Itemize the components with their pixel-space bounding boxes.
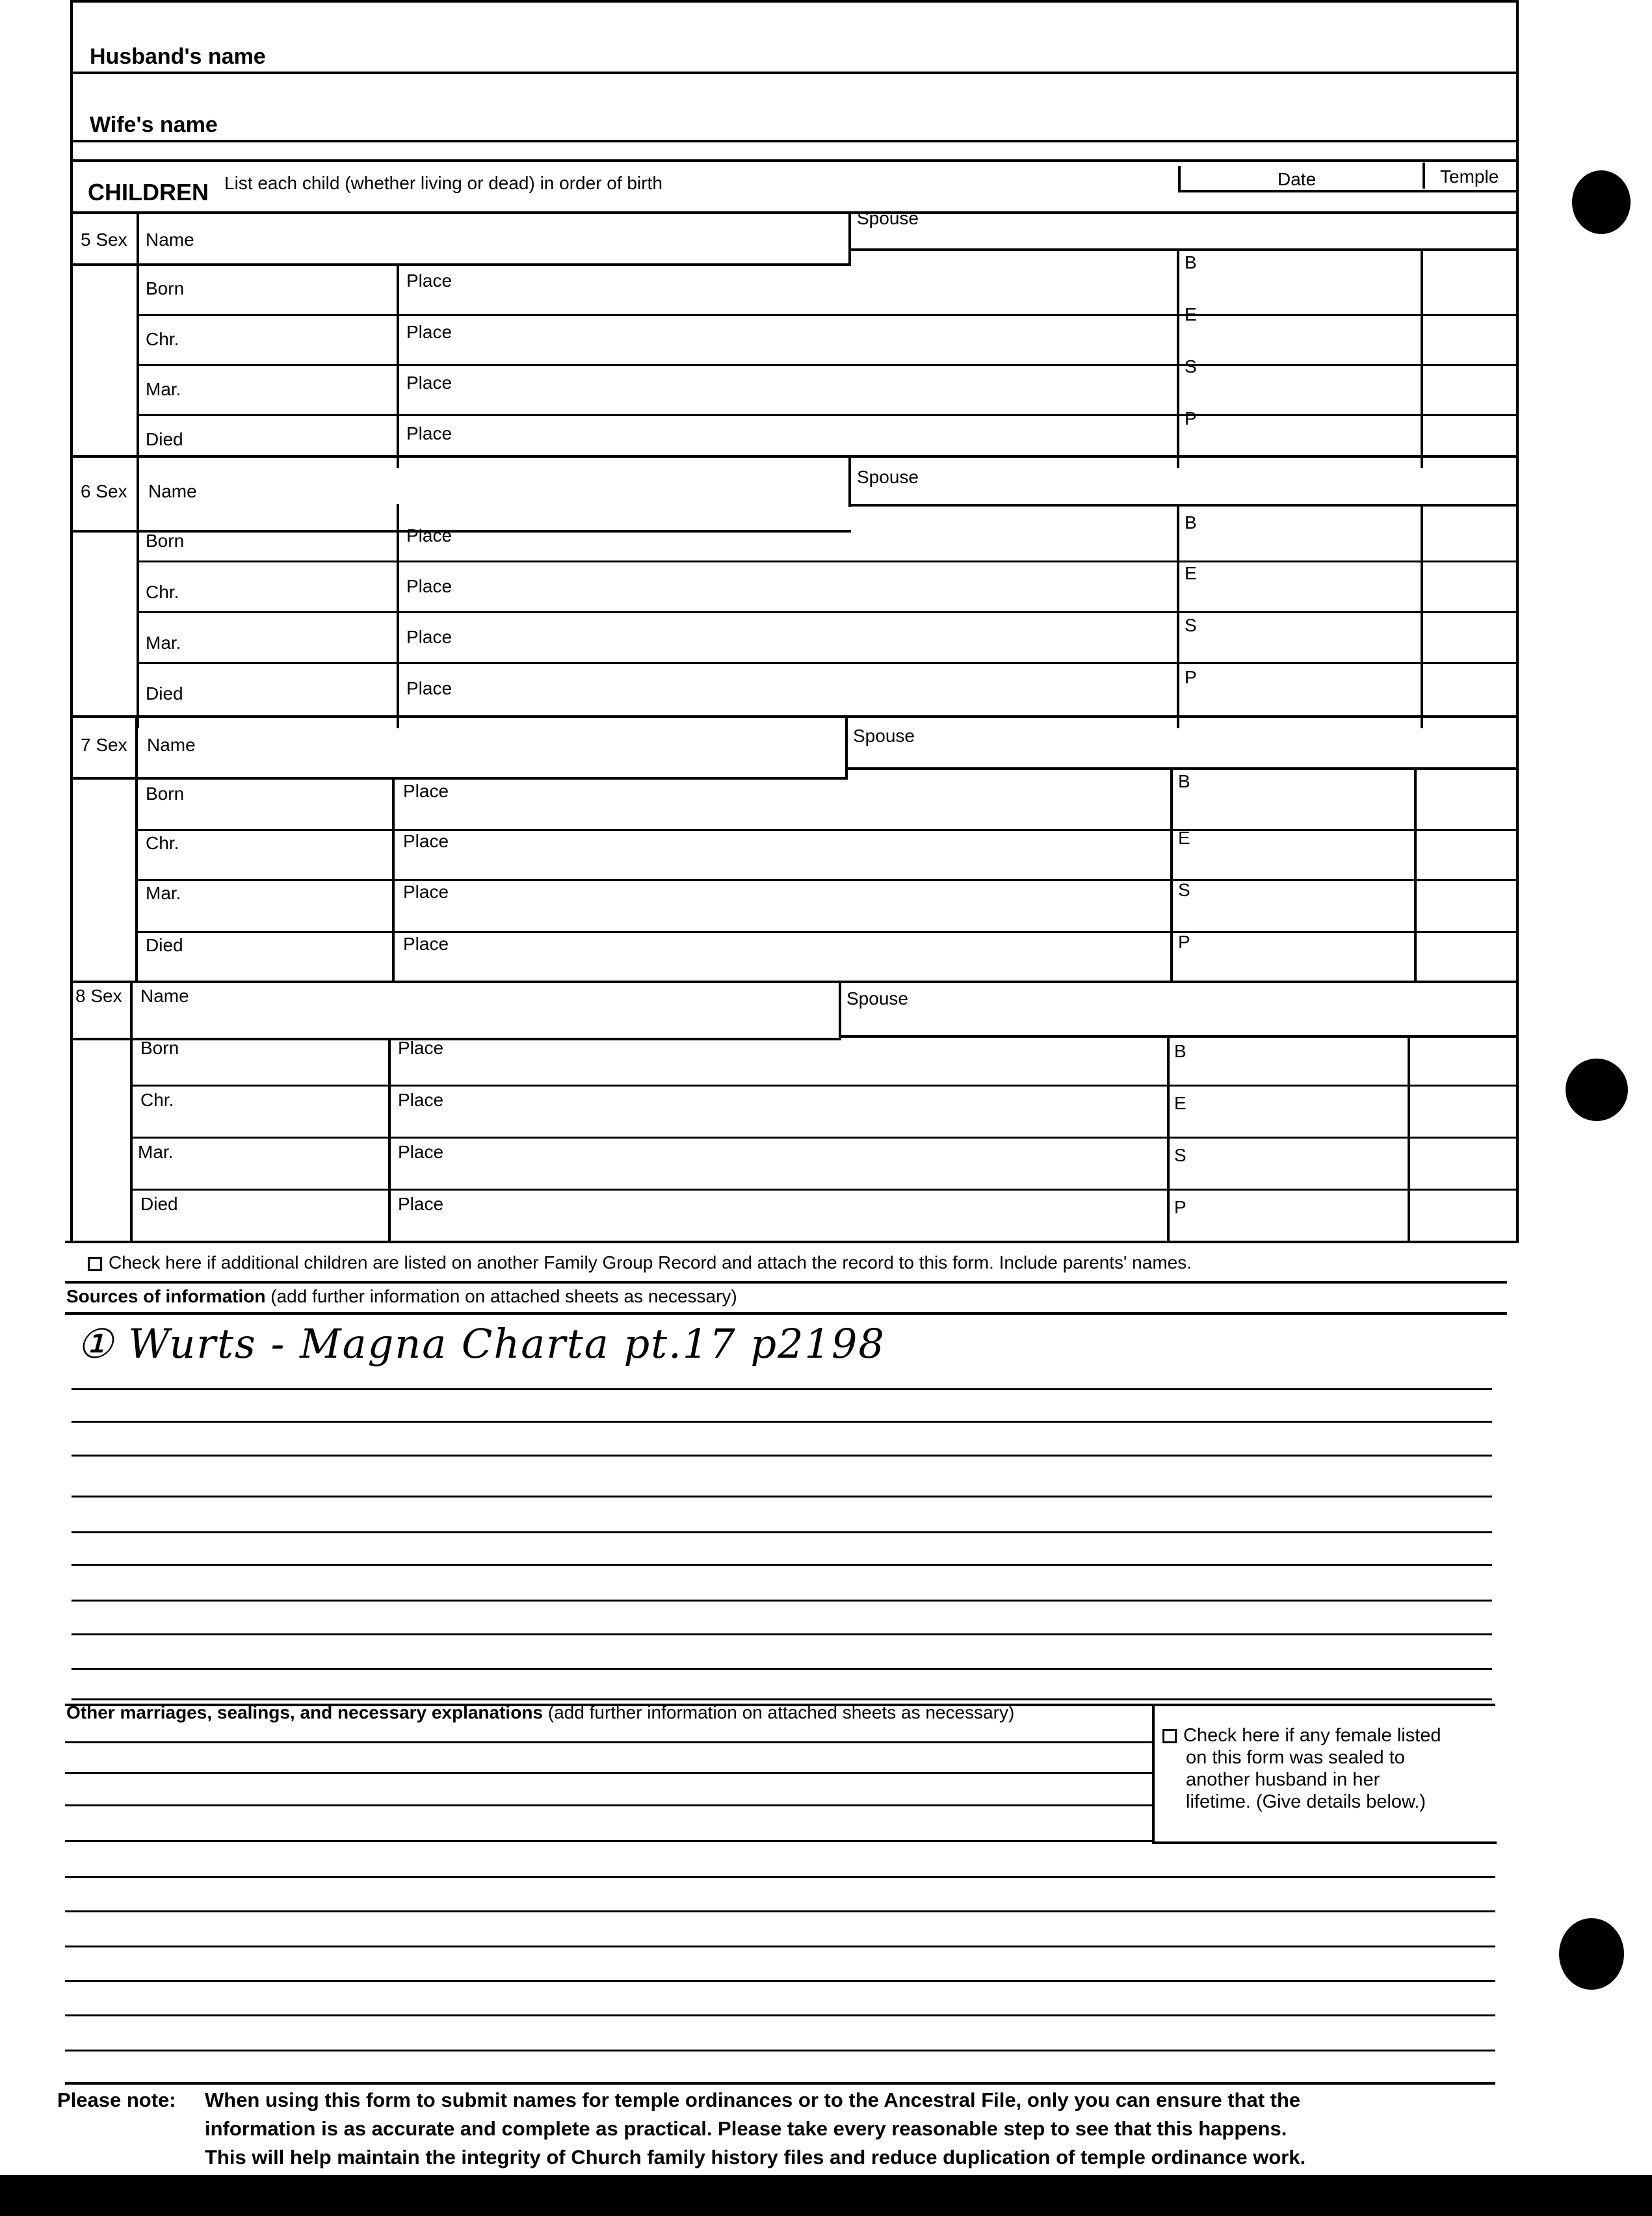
divider — [65, 1704, 1495, 1706]
place-label: Place — [403, 882, 449, 902]
divider — [1152, 1841, 1497, 1844]
female-sealed-line-4: lifetime. (Give details below.) — [1186, 1791, 1426, 1812]
chr-label: Chr. — [140, 1090, 174, 1110]
place-label: Place — [406, 525, 452, 546]
child-name-label: Name — [140, 986, 189, 1006]
female-sealed-checkbox[interactable] — [1162, 1729, 1177, 1743]
place-label: Place — [406, 322, 452, 342]
ordinance-s-label: S — [1174, 1145, 1187, 1165]
child-name-label: Name — [148, 481, 197, 501]
divider — [848, 211, 851, 263]
place-label: Place — [398, 1090, 444, 1110]
ruled-line — [65, 1876, 1495, 1878]
chr-label: Chr. — [146, 833, 179, 853]
please-note-line-3: This will help maintain the integrity of Church family history files and reduce duplication of temple ordinance work. — [205, 2146, 1306, 2169]
divider — [137, 211, 139, 468]
additional-children-text: Check here if additional children are listed on another Family Group Record and attach the record to this form. Include parents' names. — [109, 1252, 1192, 1273]
place-label: Place — [403, 934, 449, 954]
ruled-line — [65, 1910, 1495, 1912]
place-label: Place — [406, 423, 452, 443]
wife-name-field[interactable] — [260, 104, 1495, 137]
ordinance-b-label: B — [1185, 252, 1197, 272]
place-label: Place — [406, 270, 452, 291]
divider — [130, 1137, 1519, 1139]
female-sealed-line-1: Check here if any female listed — [1162, 1724, 1441, 1747]
ordinance-p-label: P — [1185, 667, 1197, 687]
other-marriages-heading — [66, 1704, 1014, 1722]
place-label: Place — [398, 1142, 444, 1162]
divider — [70, 981, 1519, 983]
divider — [848, 504, 1519, 507]
divider — [1167, 1035, 1170, 1242]
place-label: Place — [406, 678, 452, 698]
ordinance-s-label: S — [1178, 880, 1190, 900]
binder-hole — [1559, 1918, 1624, 1990]
mar-label: Mar. — [146, 633, 181, 653]
child-name-label: Name — [146, 230, 194, 250]
divider — [848, 248, 1519, 251]
wife-name-label: Wife's name — [90, 112, 218, 137]
child-spouse-label: Spouse — [846, 988, 908, 1009]
other-marriages-note: (add further information on attached sheets as necessary) — [547, 1702, 1015, 1722]
child-number-sex: 5 Sex — [81, 230, 127, 250]
divider — [397, 504, 399, 728]
scan-bottom-edge — [0, 2175, 1652, 2216]
chr-label: Chr. — [146, 582, 179, 602]
divider — [845, 767, 1519, 770]
child-spouse-label: Spouse — [853, 726, 915, 746]
divider — [130, 981, 133, 1242]
ruled-line — [72, 1531, 1492, 1533]
ruled-line — [72, 1421, 1492, 1423]
ordinance-b-label: B — [1185, 512, 1197, 533]
ruled-line — [72, 1633, 1492, 1635]
divider — [137, 314, 1519, 316]
divider — [70, 777, 848, 780]
temple-column-header: Temple — [1440, 166, 1499, 187]
husband-name-label: Husband's name — [90, 44, 266, 69]
place-label: Place — [403, 781, 449, 801]
divider — [65, 2082, 1495, 2085]
sources-note: (add further information on attached sheets as necessary) — [270, 1286, 737, 1306]
divider — [1152, 1705, 1155, 1843]
binder-hole — [1566, 1059, 1628, 1121]
ruled-line — [65, 1946, 1495, 1947]
sources-heading — [66, 1287, 737, 1306]
ruled-line — [65, 2050, 1495, 2051]
female-sealed-check-box — [1162, 1724, 1441, 1813]
ordinance-e-label: E — [1185, 563, 1197, 583]
other-marriages-title: Other marriages, sealings, and necessary explanations — [66, 1702, 543, 1722]
divider — [70, 140, 1519, 142]
ordinance-e-label: E — [1178, 828, 1190, 848]
divider — [1177, 248, 1179, 468]
divider — [135, 715, 138, 982]
divider — [137, 455, 139, 728]
divider — [1177, 504, 1179, 728]
place-label: Place — [398, 1038, 444, 1058]
divider — [70, 159, 1519, 162]
ordinance-p-label: P — [1174, 1197, 1187, 1217]
died-label: Died — [146, 683, 183, 704]
divider — [137, 364, 1519, 366]
child-name-label: Name — [147, 735, 196, 755]
chr-label: Chr. — [146, 329, 179, 349]
born-label: Born — [140, 1038, 179, 1058]
ruled-line — [72, 1600, 1492, 1602]
place-label: Place — [403, 831, 449, 851]
ruled-line — [72, 1698, 1492, 1700]
ordinance-e-label: E — [1185, 304, 1197, 324]
ruled-line — [72, 1455, 1492, 1457]
divider — [1178, 190, 1516, 192]
divider — [848, 455, 851, 507]
divider — [65, 1281, 1507, 1284]
ordinance-b-label: B — [1178, 771, 1190, 791]
place-label: Place — [406, 373, 452, 393]
divider — [70, 455, 1519, 458]
divider — [65, 1312, 1507, 1315]
additional-children-row — [88, 1254, 1192, 1272]
divider — [137, 414, 1519, 416]
ordinance-p-label: P — [1178, 932, 1190, 952]
born-label: Born — [146, 531, 185, 551]
ruled-line — [65, 2014, 1495, 2016]
divider — [1170, 767, 1173, 982]
divider — [1178, 166, 1181, 192]
frame-left — [70, 0, 73, 1242]
binder-hole — [1572, 170, 1631, 234]
ordinance-e-label: E — [1174, 1093, 1187, 1113]
please-note-body — [205, 2086, 1305, 2172]
divider — [137, 611, 1519, 613]
female-sealed-line-2: on this form was sealed to — [1186, 1747, 1405, 1768]
female-sealed-line-3: another husband in her — [1186, 1769, 1380, 1790]
ruled-line — [72, 1496, 1492, 1497]
divider — [70, 715, 1519, 718]
husband-name-field[interactable] — [299, 39, 1495, 72]
ruled-line — [72, 1388, 1492, 1390]
mar-label: Mar. — [146, 379, 181, 399]
mar-label: Mar. — [146, 883, 181, 903]
divider — [130, 1189, 1519, 1191]
children-title: CHILDREN — [88, 179, 209, 205]
please-note-label: Please note: — [57, 2089, 176, 2111]
additional-children-checkbox[interactable] — [88, 1257, 102, 1271]
divider — [70, 1038, 841, 1040]
died-label: Died — [146, 935, 183, 955]
ruled-line — [72, 1668, 1492, 1670]
divider — [70, 211, 1519, 214]
divider — [388, 1038, 391, 1242]
born-label: Born — [146, 278, 185, 298]
date-column-header: Date — [1278, 169, 1317, 189]
ruled-line — [65, 1980, 1495, 1982]
ordinance-s-label: S — [1185, 356, 1197, 376]
divider — [130, 1085, 1519, 1087]
divider — [135, 829, 1519, 831]
divider — [135, 879, 1519, 881]
divider — [839, 981, 841, 1039]
divider — [137, 662, 1519, 664]
child-spouse-label: Spouse — [857, 208, 919, 228]
divider — [1414, 767, 1417, 982]
ruled-line — [65, 1772, 1152, 1774]
child-number-sex: 8 Sex — [75, 986, 122, 1006]
sources-handwritten-entry: ① Wurts - Magna Charta pt.17 p2198 — [77, 1320, 885, 1367]
child-spouse-label: Spouse — [857, 467, 919, 487]
divider — [1408, 1035, 1410, 1242]
died-label: Died — [140, 1194, 178, 1214]
died-label: Died — [146, 429, 183, 449]
divider — [135, 931, 1519, 933]
frame-right — [1516, 0, 1519, 1242]
ruled-line — [65, 1741, 1152, 1743]
divider — [70, 530, 851, 533]
child-number-sex: 7 Sex — [81, 735, 127, 755]
divider — [65, 1241, 1519, 1243]
sources-title: Sources of information — [66, 1286, 266, 1306]
frame-top — [70, 0, 1519, 3]
please-note-line-1: When using this form to submit names for temple ordinances or to the Ancestral File, only you can ensure that the — [205, 2089, 1301, 2111]
children-subtitle: List each child (whether living or dead) in order of birth — [224, 173, 662, 193]
child-number-sex: 6 Sex — [81, 481, 127, 501]
ordinance-s-label: S — [1185, 615, 1197, 635]
divider — [70, 72, 1519, 74]
place-label: Place — [406, 627, 452, 647]
ruled-line — [72, 1564, 1492, 1566]
divider — [70, 263, 851, 266]
born-label: Born — [146, 784, 185, 804]
ordinance-p-label: P — [1185, 408, 1197, 429]
mar-label: Mar. — [138, 1142, 174, 1162]
divider — [839, 1035, 1519, 1038]
place-label: Place — [398, 1194, 444, 1214]
divider — [137, 561, 1519, 562]
place-label: Place — [406, 576, 452, 596]
divider — [1423, 163, 1425, 189]
ordinance-b-label: B — [1174, 1041, 1187, 1061]
ruled-line — [65, 1804, 1152, 1806]
please-note-line-2: information is as accurate and complete as practical. Please take every reasonable step to see that this happens. — [205, 2117, 1287, 2140]
divider — [1421, 504, 1423, 728]
divider — [1421, 248, 1423, 468]
ruled-line — [65, 1840, 1152, 1842]
